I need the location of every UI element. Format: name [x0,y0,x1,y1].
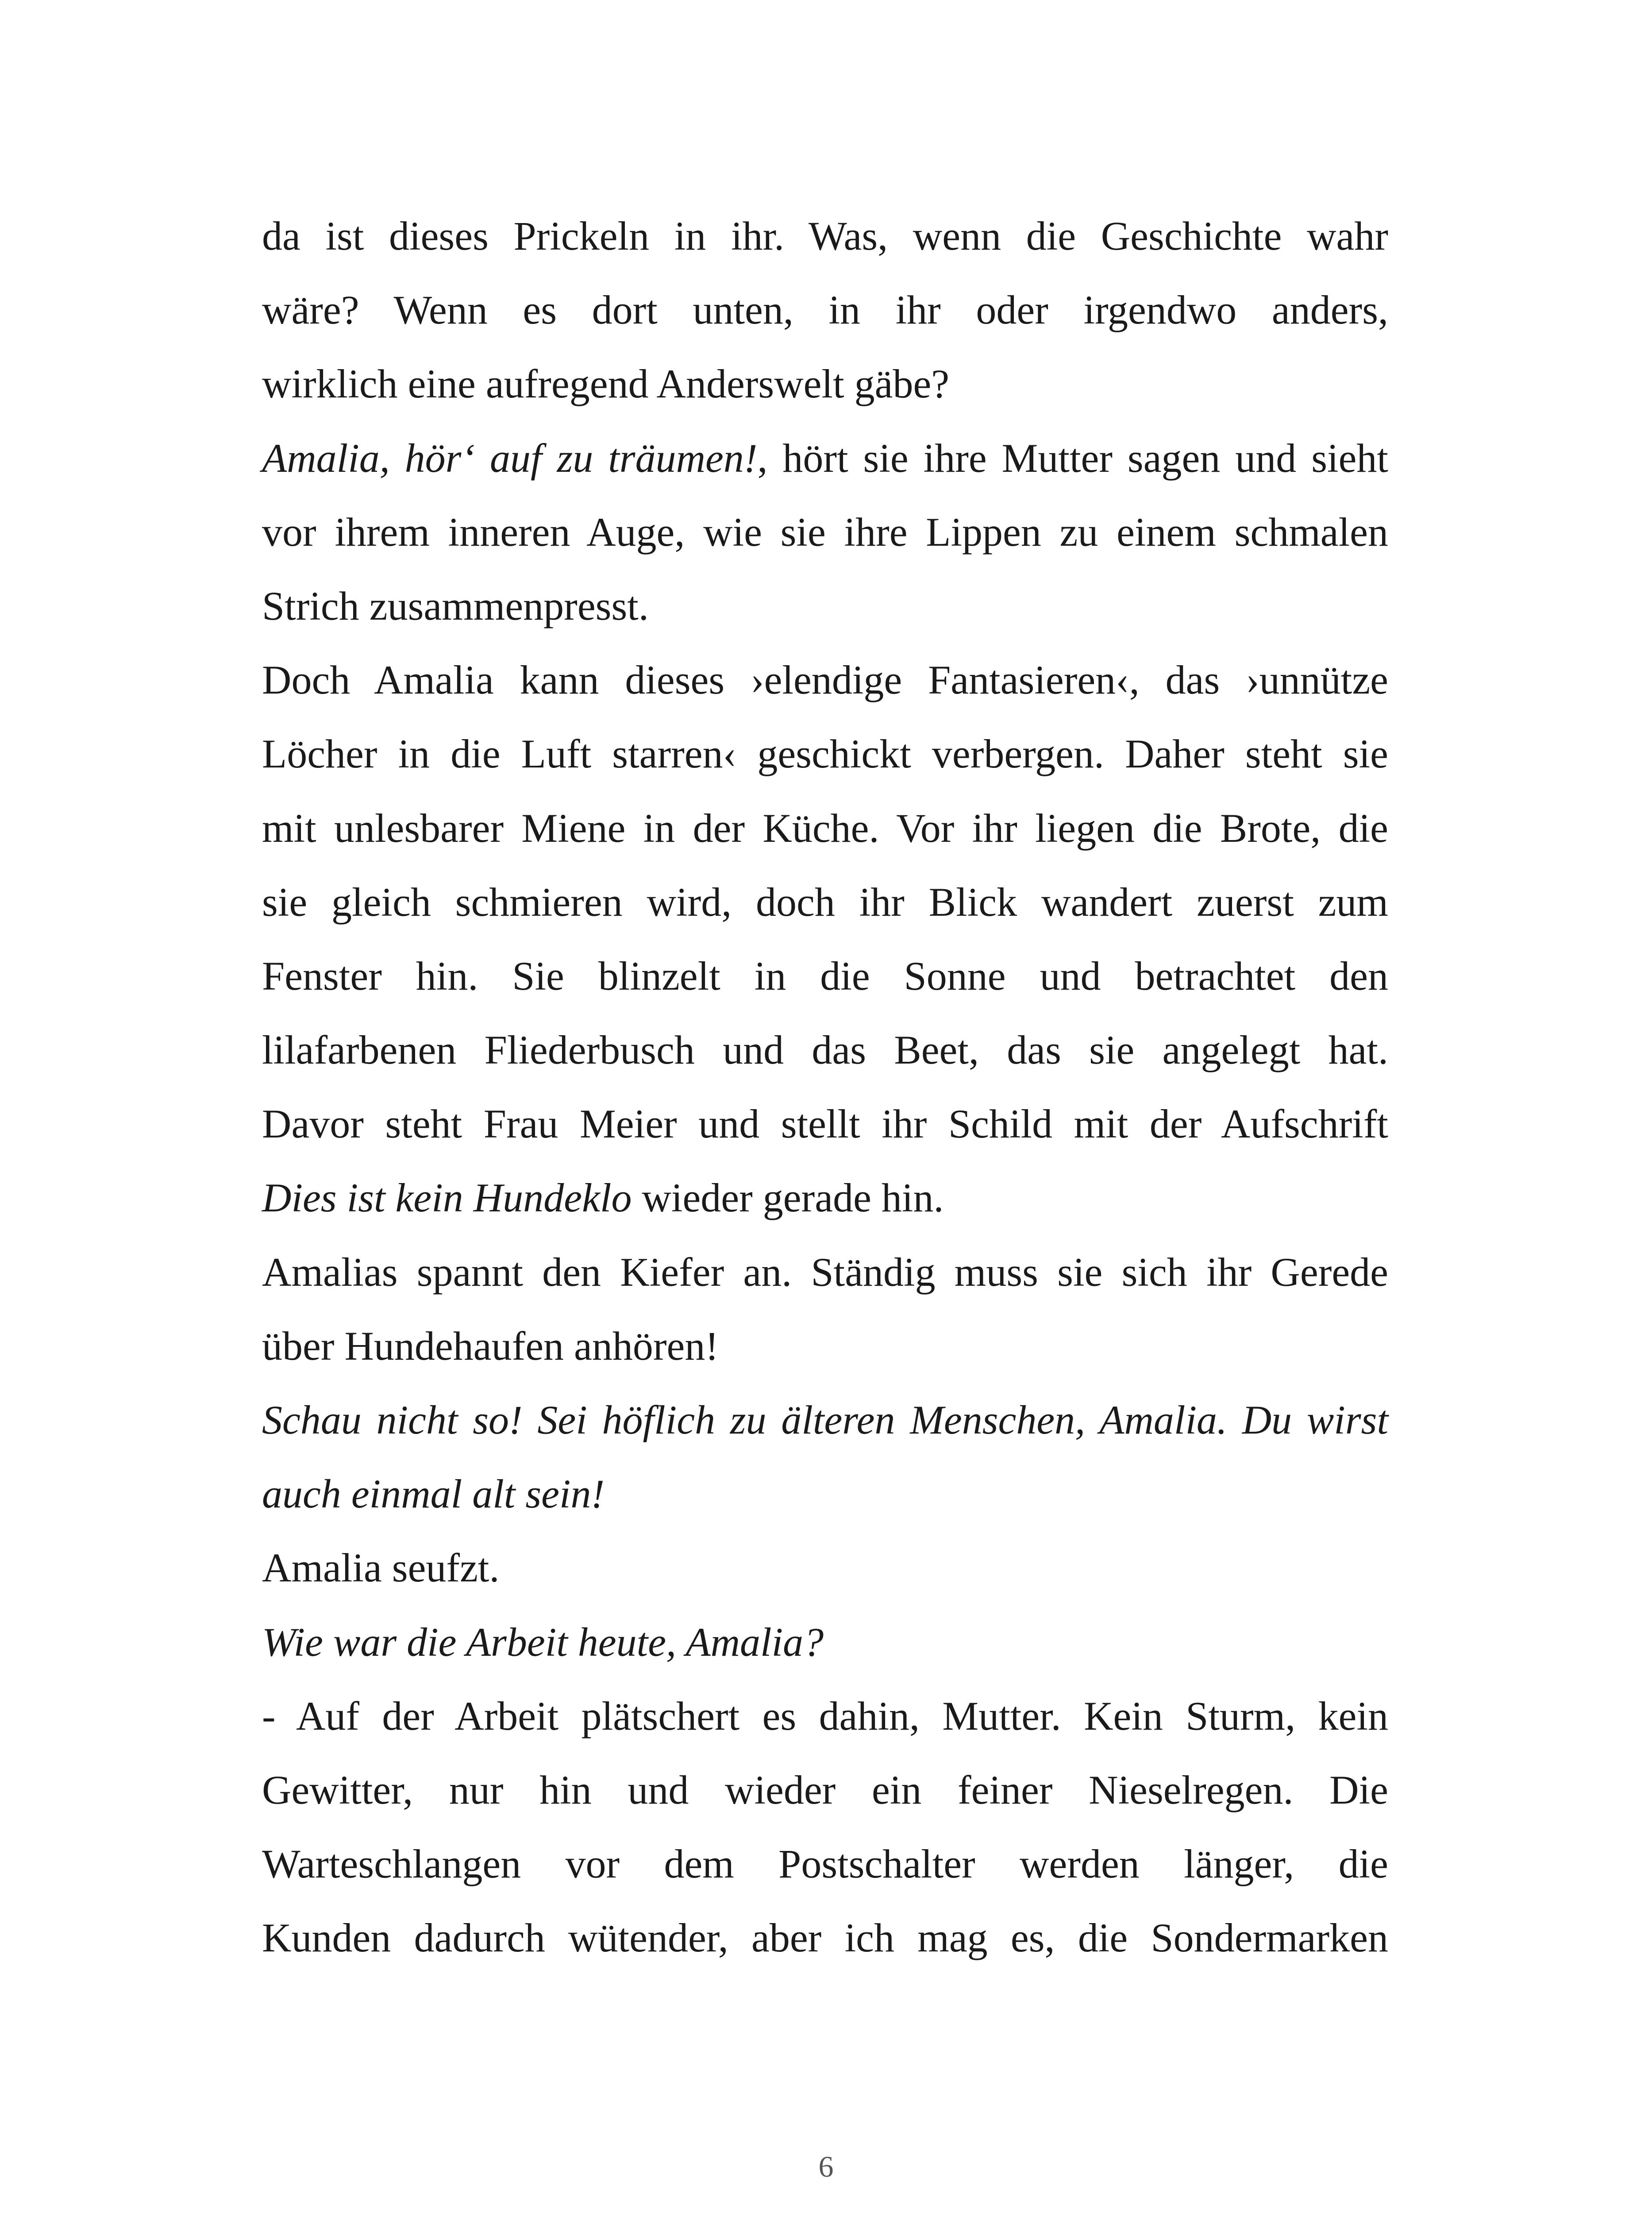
text-line [262,1383,1388,1457]
text-line [262,1901,1388,1975]
text-run: über Hundehaufen anhören! [262,1323,719,1369]
text-run: sie gleich schmieren wird, doch ihr Blick wandert zuerst zum [262,879,1388,925]
text-run: Doch Amalia kann dieses ›elendige Fantasieren‹, das ›unnütze [262,657,1388,703]
text-run: Strich zusammenpresst. [262,583,649,628]
text-line [262,643,1388,717]
text-line [262,1013,1388,1087]
text-run: wirklich eine aufregend Anderswelt gäbe? [262,361,950,407]
text-run: , hört sie ihre Mutter sagen und sieht [757,435,1388,481]
text-run: Davor steht Frau Meier und stellt ihr Schild mit der Aufschrift [262,1101,1388,1147]
text-line [262,1309,1388,1383]
italic-text: Dies ist kein Hundeklo [262,1175,632,1221]
text-line [262,865,1388,939]
text-run: wäre? Wenn es dort unten, in ihr oder irgendwo anders, [262,287,1388,333]
italic-text: Wie war die Arbeit heute, Amalia? [262,1619,824,1665]
text-run: da ist dieses Prickeln in ihr. Was, wenn die Geschichte wahr [262,213,1388,258]
text-run: Löcher in die Luft starren‹ geschickt verbergen. Daher steht sie [262,731,1388,777]
page-number: 6 [818,2150,834,2183]
text-run: Kunden dadurch wütender, aber ich mag es, die Sondermarken [262,1915,1388,1961]
body-text [262,199,1388,1975]
text-run: mit unlesbarer Miene in der Küche. Vor ihr liegen die Brote, die [262,805,1388,851]
text-line [262,1161,1388,1235]
text-line [262,421,1388,495]
text-run: Fenster hin. Sie blinzelt in die Sonne und betrachtet den [262,953,1388,999]
text-run: - Auf der Arbeit plätschert es dahin, Mutter. Kein Sturm, kein [262,1693,1388,1739]
text-line [262,791,1388,865]
text-line [262,1605,1388,1679]
text-line [262,347,1388,421]
text-line [262,273,1388,347]
text-line [262,1827,1388,1901]
text-line [262,1235,1388,1309]
text-run: wieder gerade hin. [632,1175,944,1221]
text-run: lilafarbenen Fliederbusch und das Beet, das sie angelegt hat. [262,1027,1388,1073]
text-run: Amalias spannt den Kiefer an. Ständig muss sie sich ihr Gerede [262,1249,1388,1295]
italic-text: auch einmal alt sein! [262,1471,605,1517]
text-line [262,1753,1388,1827]
italic-text: Amalia, hör‘ auf zu träumen! [262,435,758,481]
text-run: Amalia seufzt. [262,1545,500,1591]
text-line [262,1087,1388,1161]
text-line [262,717,1388,791]
text-line [262,199,1388,273]
text-run: vor ihrem inneren Auge, wie sie ihre Lippen zu einem schmalen [262,509,1388,555]
text-line [262,939,1388,1013]
text-line [262,569,1388,643]
text-run: Gewitter, nur hin und wieder ein feiner Nieselregen. Die [262,1767,1388,1812]
text-line [262,1531,1388,1605]
italic-text: Schau nicht so! Sei höflich zu älteren Menschen, Amalia. Du wirst [262,1397,1388,1442]
text-run: Warteschlangen vor dem Postschalter werden länger, die [262,1841,1388,1887]
text-line [262,1457,1388,1531]
text-line [262,495,1388,569]
text-line [262,1679,1388,1753]
